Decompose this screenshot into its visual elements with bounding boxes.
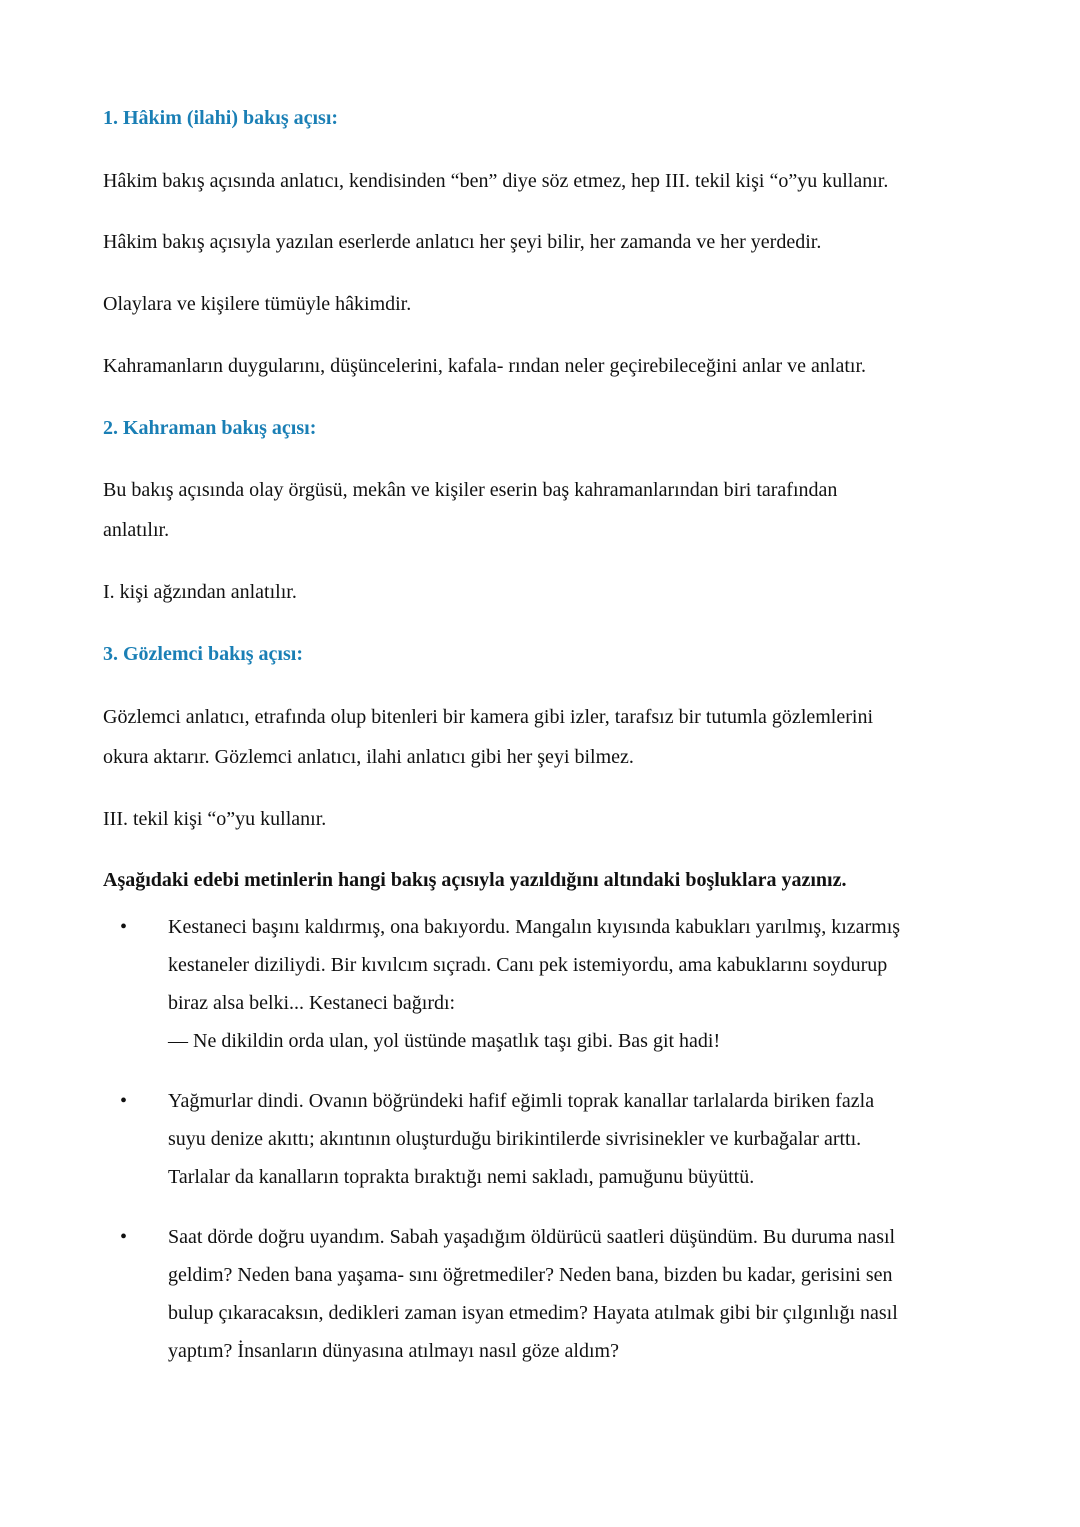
text-line: bulup çıkaracaksın, dedikleri zaman isyan etmedim? Hayata atılmak gibi bir çılgınlığı nasıl	[168, 1302, 898, 1324]
text-line: suyu denize akıttı; akıntının oluşturduğu birikintilerde sivrisinekler ve kurbağalar arttı.	[168, 1128, 862, 1150]
text-line: III. tekil kişi “o”yu kullanır.	[103, 808, 327, 830]
heading-text: 3. Gözlemci bakış açısı:	[103, 643, 303, 665]
bullet-icon: •	[120, 916, 128, 938]
paragraph	[103, 572, 297, 612]
section-3-heading	[103, 634, 303, 674]
excerpt-1	[168, 908, 900, 1060]
heading-text: 1. Hâkim (ilahi) bakış açısı:	[103, 107, 339, 129]
text-line: I. kişi ağzından anlatılır.	[103, 581, 297, 603]
instruction-text: Aşağıdaki edebi metinlerin hangi bakış açısıyla yazıldığını altındaki boşluklara yazınız.	[103, 869, 847, 891]
bullet-icon: •	[120, 1090, 128, 1112]
heading-text: 2. Kahraman bakış açısı:	[103, 417, 317, 439]
section-1-heading	[103, 98, 338, 138]
paragraph	[103, 161, 888, 201]
text-line: — Ne dikildin orda ulan, yol üstünde maşatlık taşı gibi. Bas git hadi!	[168, 1030, 721, 1052]
paragraph	[103, 346, 866, 386]
bullet-icon: •	[120, 1226, 128, 1248]
text-line: Kestaneci başını kaldırmış, ona bakıyordu. Mangalın kıyısında kabukları yarılmış, kızarmış	[168, 916, 901, 938]
text-line: Saat dörde doğru uyandım. Sabah yaşadığım öldürücü saatleri düşündüm. Bu duruma nasıl	[168, 1226, 896, 1248]
text-line: geldim? Neden bana yaşama- sını öğretmediler? Neden bana, bizden bu kadar, gerisini sen	[168, 1264, 893, 1286]
text-line: kestaneler diziliydi. Bir kıvılcım sıçradı. Canı pek istemiyordu, ama kabuklarını soydurup	[168, 954, 888, 976]
text-line: Gözlemci anlatıcı, etrafında olup bitenleri bir kamera gibi izler, tarafsız bir tutumla gözlemlerini	[103, 706, 874, 728]
text-line: Hâkim bakış açısıyla yazılan eserlerde anlatıcı her şeyi bilir, her zamanda ve her yerdedir.	[103, 231, 822, 253]
text-line: Yağmurlar dindi. Ovanın böğründeki hafif eğimli toprak kanallar tarlalarda biriken fazla	[168, 1090, 875, 1112]
paragraph	[103, 799, 326, 839]
text-line: Bu bakış açısında olay örgüsü, mekân ve kişiler eserin baş kahramanlarından biri tarafından	[103, 479, 838, 501]
text-line: biraz alsa belki... Kestaneci bağırdı:	[168, 992, 456, 1014]
paragraph	[103, 697, 873, 777]
text-line: Olaylara ve kişilere tümüyle hâkimdir.	[103, 293, 412, 315]
text-line: yaptım? İnsanların dünyasına atılmayı nasıl göze aldım?	[168, 1340, 619, 1362]
text-line: anlatılır.	[103, 519, 170, 541]
text-line: Tarlalar da kanalların toprakta bıraktığı nemi sakladı, pamuğunu büyüttü.	[168, 1166, 755, 1188]
section-2-heading	[103, 408, 316, 448]
paragraph	[103, 284, 411, 324]
excerpt-3	[168, 1218, 898, 1370]
text-line: okura aktarır. Gözlemci anlatıcı, ilahi anlatıcı gibi her şeyi bilmez.	[103, 746, 634, 768]
text-line: Hâkim bakış açısında anlatıcı, kendisinden “ben” diye söz etmez, hep III. tekil kişi “o”yu kullanır.	[103, 170, 889, 192]
paragraph	[103, 222, 821, 262]
paragraph	[103, 470, 837, 550]
excerpt-2	[168, 1082, 874, 1196]
text-line: Kahramanların duygularını, düşüncelerini, kafala- rından neler geçirebileceğini anlar ve anlatır.	[103, 355, 866, 377]
instruction	[103, 860, 846, 900]
